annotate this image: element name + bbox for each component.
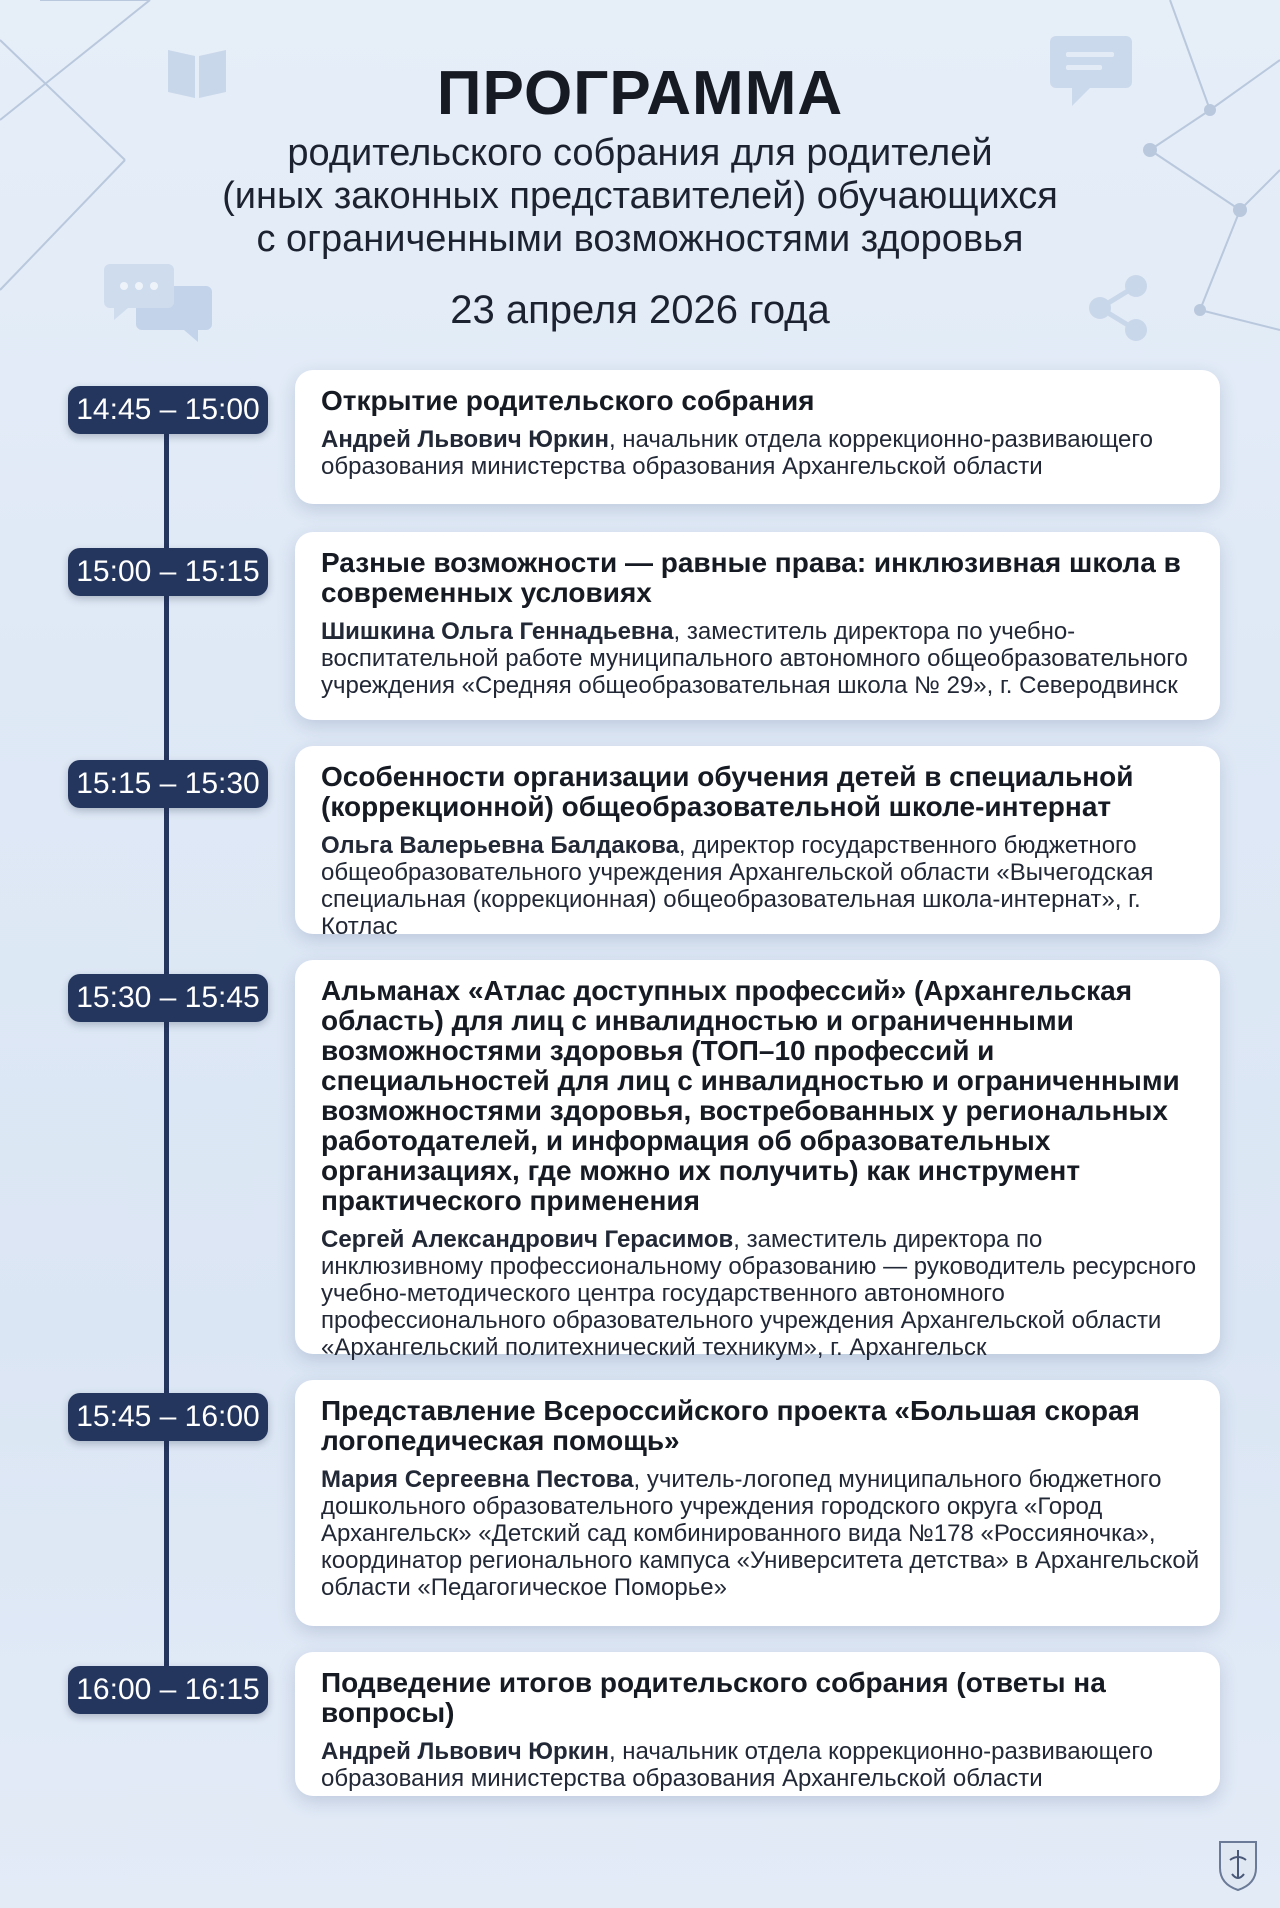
speaker-name: Шишкина Ольга Геннадьевна — [321, 618, 674, 645]
time-badge: 14:45 – 15:00 — [68, 386, 268, 434]
speaker-name: Андрей Львович Юркин — [321, 1738, 609, 1765]
event-date: 23 апреля 2026 года — [450, 288, 830, 332]
speaker-position: , заместитель директора по инклюзивному профессиональному образованию — руководитель ресурсного учебно-методического центра государственного автономного профессионального образовательного учреждения Архангельской области «Архангельский политехнический техникум», г. Архангельск — [321, 1226, 1197, 1361]
session-details — [321, 426, 1210, 480]
session-title: Подведение итогов родительского собрания (ответы на вопросы) — [321, 1667, 1106, 1728]
session-title: Альманах «Атлас доступных профессий» (Архангельская область) для лиц с инвалидностью и ограниченными возможностями здоровья (ТОП–10 профессий и специальностей для лиц с инвалидностью и ограниченными возможностями здоровья, востребованных у региональных работодателей, и информация об образовательных организациях, где можно их получить) как инструмент практического применения — [321, 975, 1180, 1216]
session-details — [321, 1466, 1210, 1601]
speaker-position: , начальник отдела коррекционно-развивающего образования министерства образования Архангельской области — [321, 1738, 1153, 1792]
page-subtitle — [140, 132, 1140, 261]
time-badge: 16:00 – 16:15 — [68, 1666, 268, 1714]
speaker-name: Андрей Львович Юркин — [321, 426, 609, 453]
session-title: Особенности организации обучения детей в специальной (коррекционной) общеобразовательной школе-интернат — [321, 761, 1134, 822]
subtitle-line: с ограниченными возможностями здоровья — [256, 218, 1024, 260]
session-details — [321, 832, 1210, 940]
session-details — [321, 618, 1210, 699]
time-badge: 15:00 – 15:15 — [68, 548, 268, 596]
subtitle-line: родительского собрания для родителей — [287, 132, 993, 174]
schedule-card — [295, 370, 1220, 504]
subtitle-line: (иных законных представителей) обучающихся — [222, 175, 1058, 217]
time-badge: 15:15 – 15:30 — [68, 760, 268, 808]
time-badge: 15:30 – 15:45 — [68, 974, 268, 1022]
page-title: ПРОГРАММА — [436, 59, 844, 128]
speaker-position: , начальник отдела коррекционно-развивающего образования министерства образования Архангельской области — [321, 426, 1153, 480]
schedule-card — [295, 960, 1220, 1361]
speaker-position: , директор государственного бюджетного общеобразовательного учреждения Архангельской области «Вычегодская специальная (коррекционная) общеобразовательная школа-интернат», г. Котлас — [321, 832, 1154, 940]
session-title: Открытие родительского собрания — [321, 385, 815, 416]
schedule-card — [295, 746, 1220, 940]
session-title: Представление Всероссийского проекта «Большая скорая логопедическая помощь» — [321, 1395, 1140, 1456]
timeline-line — [164, 405, 169, 1685]
speaker-position: , учитель-логопед муниципального бюджетного дошкольного образовательного учреждения городского округа «Город Архангельск» «Детский сад комбинированного вида №178 «Россияночка», координатор регионального кампуса «Университета детства» в Архангельской области «Педагогическое Поморье» — [321, 1466, 1200, 1601]
coat-of-arms-icon — [1216, 1838, 1260, 1892]
speaker-name: Сергей Александрович Герасимов — [321, 1226, 734, 1253]
schedule-card — [295, 1380, 1220, 1626]
session-details — [321, 1738, 1210, 1792]
speaker-position: , заместитель директора по учебно-воспитательной работе муниципального автономного общеобразовательного учреждения «Средняя общеобразовательная школа № 29», г. Северодвинск — [321, 618, 1188, 699]
session-details — [321, 1226, 1210, 1361]
speaker-name: Ольга Валерьевна Балдакова — [321, 832, 679, 859]
schedule-card — [295, 1652, 1220, 1796]
session-title: Разные возможности — равные права: инклюзивная школа в современных условиях — [321, 547, 1181, 608]
schedule-card — [295, 532, 1220, 720]
speaker-name: Мария Сергеевна Пестова — [321, 1466, 634, 1493]
time-badge: 15:45 – 16:00 — [68, 1393, 268, 1441]
